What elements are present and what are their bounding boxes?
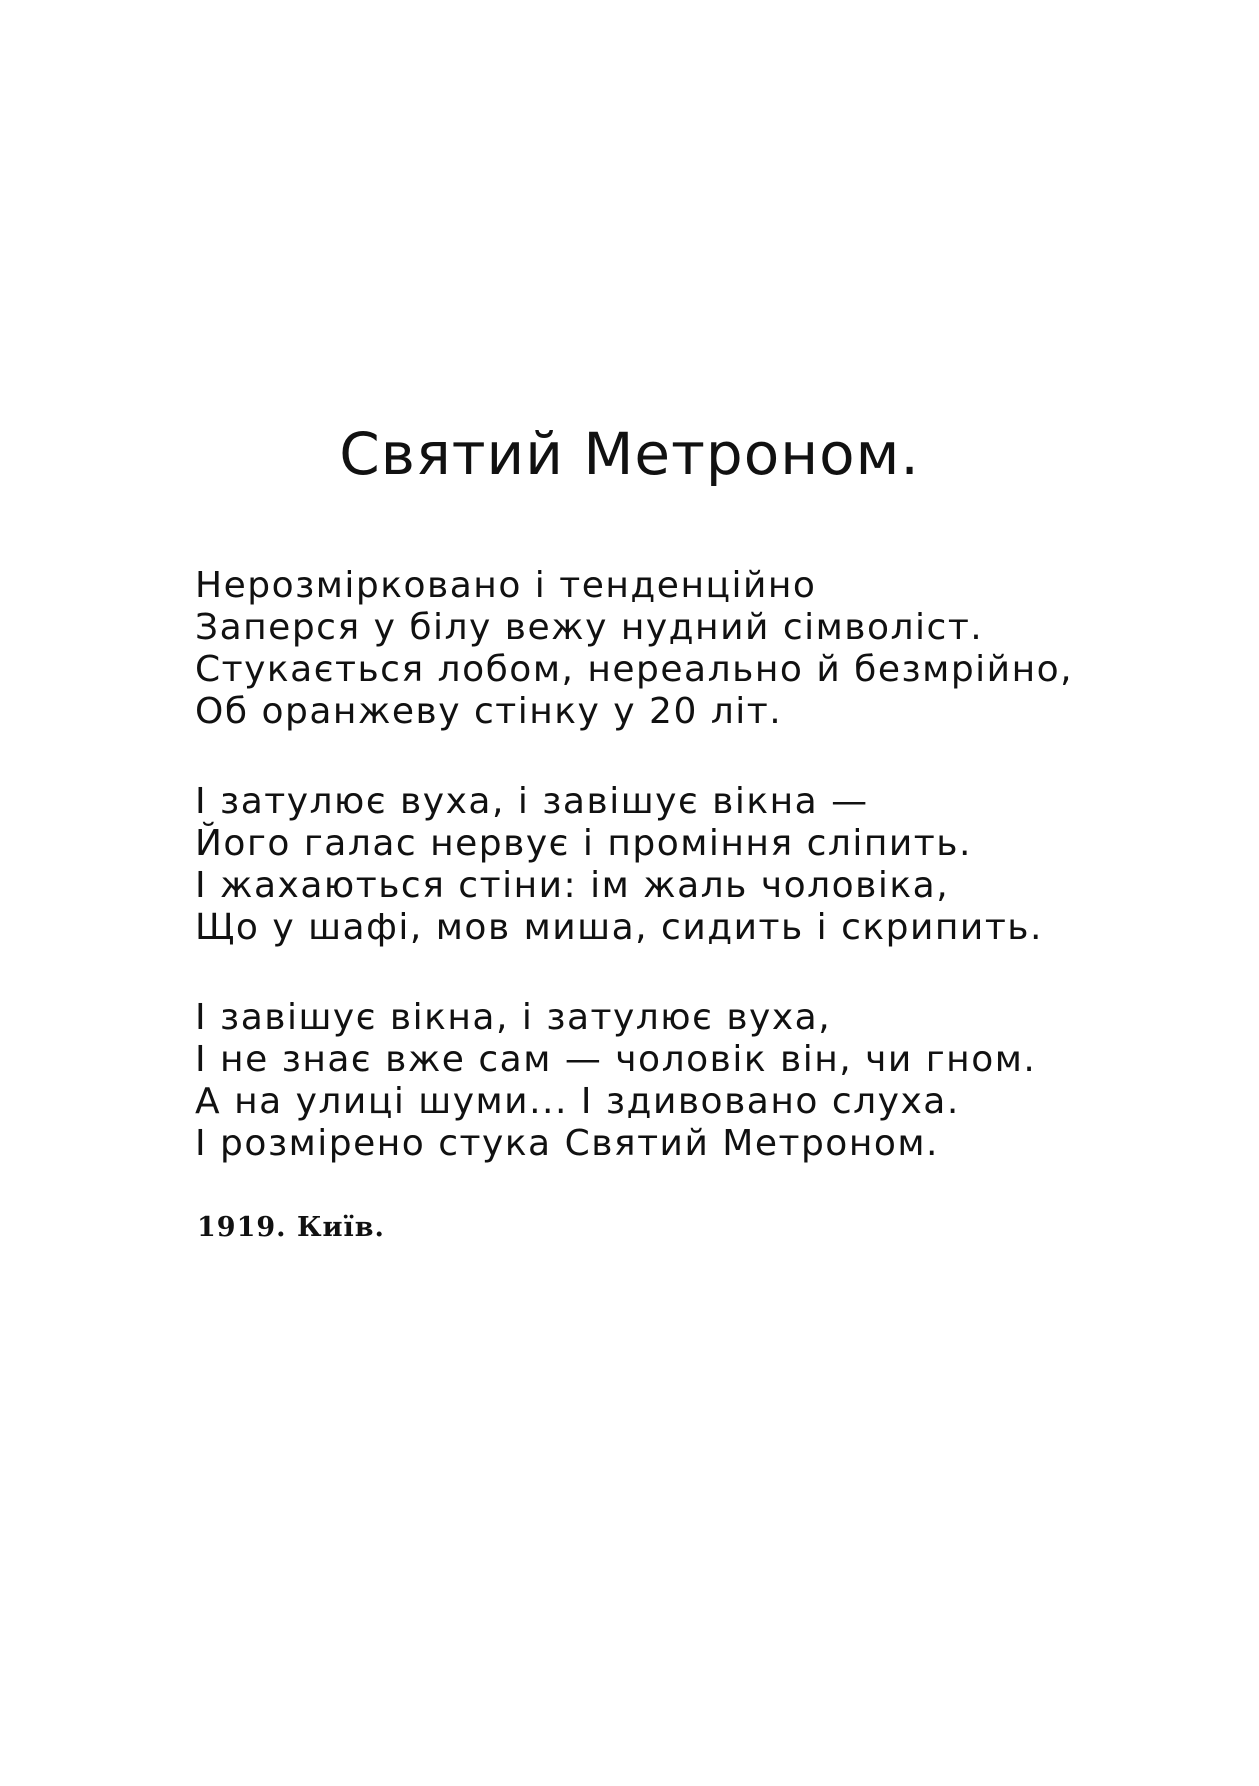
poem-line: І завішує вікна, і затулює вуха, [195,997,832,1038]
stanza-3 [195,997,1195,1165]
poem-body [195,565,1195,1213]
poem-line: Об оранжеву стінку у 20 літ. [195,691,783,732]
poem-title: Святий Метроном. [339,420,920,488]
poem-line: І жахаються стіни: ім жаль чоловіка, [195,865,950,906]
poem-dateline: 1919. Київ. [197,1212,385,1243]
poem-line: Що у шафі, мов миша, сидить і скрипить. [195,907,1043,948]
poem-line: І розмірено стука Святий Метроном. [195,1123,939,1164]
stanza-1 [195,565,1195,733]
poem-line: Стукається лобом, нереально й безмрійно, [195,649,1074,690]
poem-line: Нерозмірковано і тенденційно [195,565,817,606]
poem-line: Його галас нервує і проміння сліпить. [195,823,972,864]
poem-line: І не знає вже сам — чоловік він, чи гном. [195,1039,1037,1080]
poem-line: І затулює вуха, і завішує вікна — [195,781,869,822]
stanza-2 [195,781,1195,949]
poem-line: Заперся у білу вежу нудний сімволіст. [195,607,984,648]
poem-line: А на улиці шуми... І здивовано слуха. [195,1081,960,1122]
